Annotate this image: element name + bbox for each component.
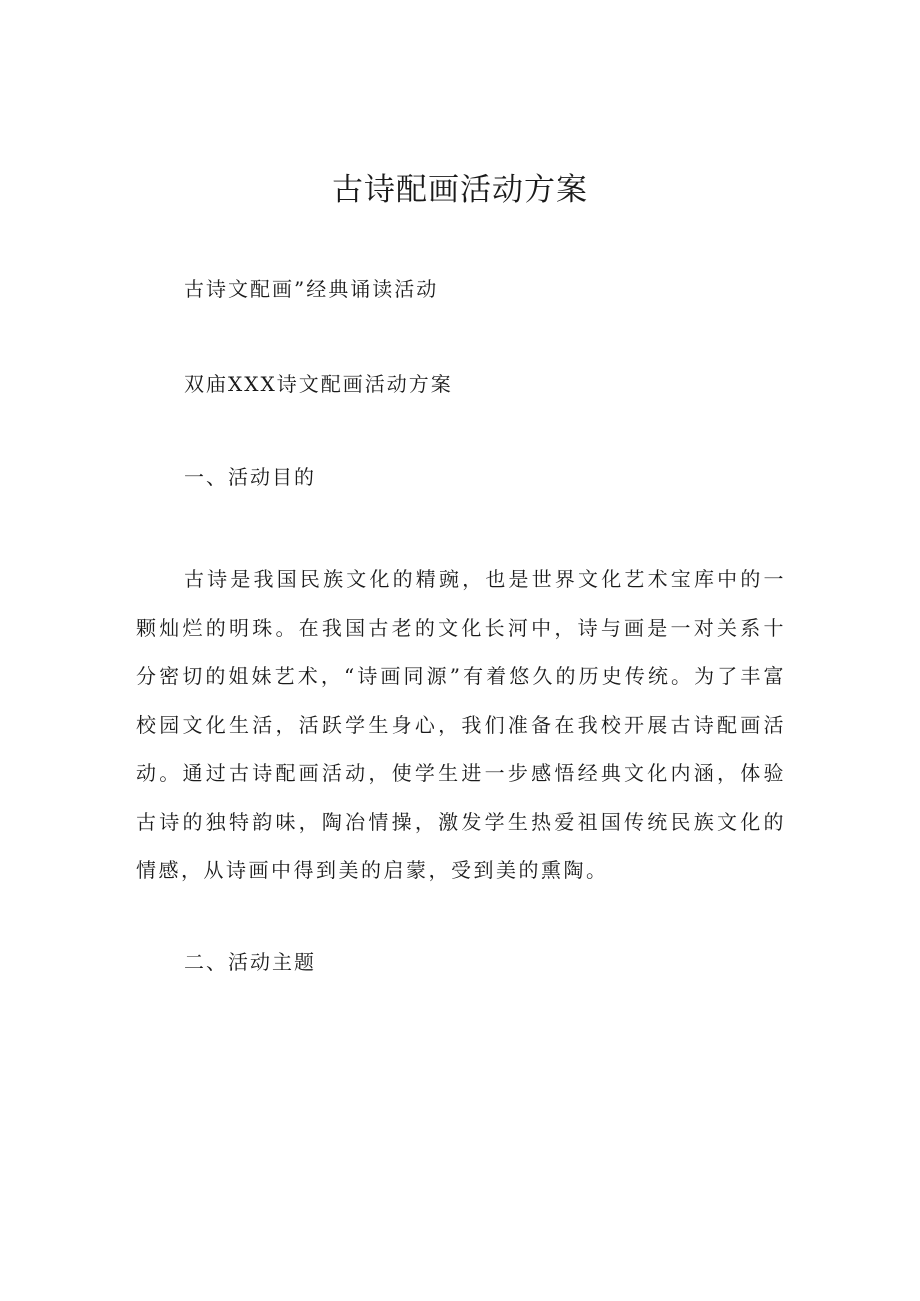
- document-title: 古诗配画活动方案: [332, 172, 588, 208]
- section-heading-purpose: 一、活动目的: [184, 465, 316, 489]
- section-heading-theme: 二、活动主题: [184, 950, 316, 974]
- subtitle-activity: 古诗文配画”经典诵读活动: [184, 277, 439, 301]
- section-body-purpose: 古诗是我国民族文化的精豌，也是世界文化艺术宝库中的一颗灿烂的明珠。在我国古老的文化长河中，诗与画是一对关系十分密切的姐妹艺术，“诗画同源”有着悠久的历史传统。为了丰富校园文化生活，活跃学生身心，我们准备在我校开展古诗配画活动。通过古诗配画活动，使学生进一步感悟经典文化内涵，体验古诗的独特韵味，陶冶情操，激发学生热爱祖国传统民族文化的情感，从诗画中得到美的启蒙，受到美的熏陶。: [136, 567, 786, 882]
- subtitle-plan: 双庙XXX诗文配画活动方案: [184, 372, 453, 396]
